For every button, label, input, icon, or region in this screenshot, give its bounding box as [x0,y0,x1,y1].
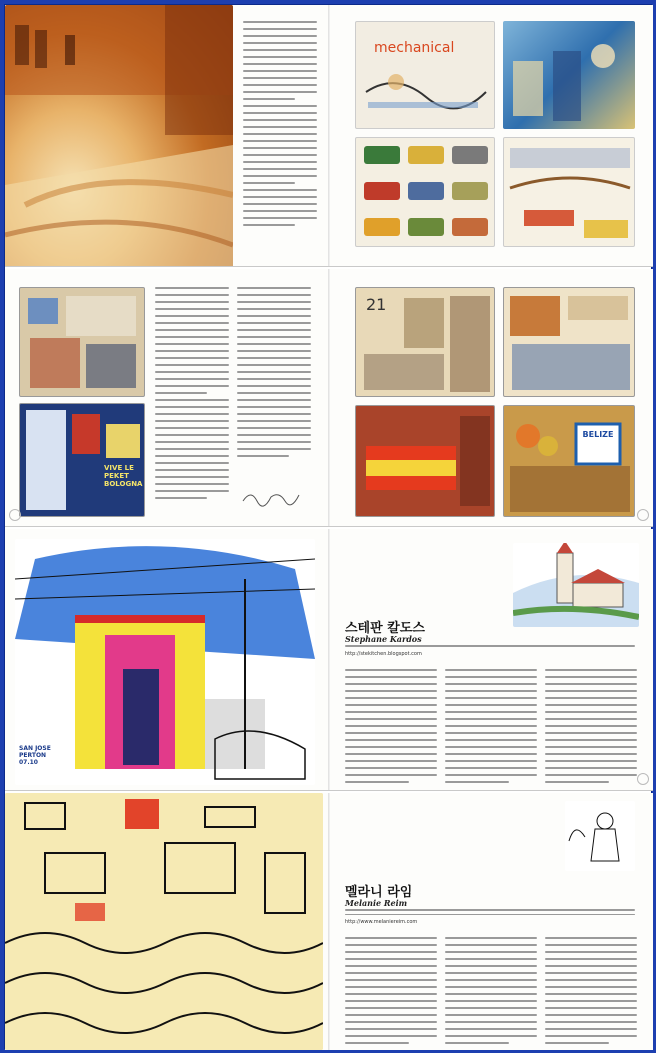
belize-sign-text: BELIZE [582,430,614,439]
bologna-text: VIVE LE PEKET BOLOGNA [104,464,143,488]
watercolor-street-scene [5,5,233,267]
minibus-catalogue-sketch [355,137,495,247]
page-gutter [328,793,330,1050]
collage-journal-top [19,287,145,397]
spread-1 [5,5,653,267]
page-number-mark [9,509,21,521]
page-gutter [328,5,330,266]
page-number-mark [637,773,649,785]
artist-bio [345,645,635,650]
collage-journal-bologna [19,403,145,517]
san-jose-building-sketch [15,539,315,785]
article-text-column [345,937,437,1049]
artist-name-english: Stephane Kardos [345,634,422,644]
artist-url: http://www.melaniereim.com [345,919,418,925]
page-gutter [328,269,330,526]
article-text-column [445,937,537,1049]
artist-name-korean: 멜라니 라임 [345,885,413,900]
article-text-column [243,21,317,231]
crowded-street-ink-sketch [5,793,323,1050]
sketch-signature: SAN JOSE PERTON 07.10 [19,745,51,766]
street-scene-art [5,5,233,267]
bus-interior-sketch [503,21,635,129]
train-bridge-sketch [503,137,635,247]
spread-2 [5,269,653,527]
mechanical-notebook-sketch [355,21,495,129]
spread-4 [5,793,653,1050]
article-text-column [345,669,437,788]
journal-page-october [503,287,635,397]
café-people-sketch [565,801,635,871]
artist-name-korean: 스테판 칼도스 [345,621,425,636]
journal-page-21 [355,287,495,397]
page-gutter [328,529,330,790]
svg-text:21: 21 [366,295,387,314]
article-text-column [545,937,637,1049]
page-number-mark [637,509,649,521]
spread-3 [5,529,653,791]
belize-market-collage [503,405,635,517]
article-text-column [445,669,537,788]
church-watercolor-sketch [513,543,639,627]
article-text-column [545,669,637,788]
article-text-column [237,287,311,462]
article-text-column [155,287,229,504]
signature-scribble [241,487,301,511]
spanish-flag-collage [355,405,495,517]
artist-bio [345,909,635,918]
artist-url: http://stekitchen.blogspot.com [345,651,422,657]
handwritten-title: mechanical [374,40,455,56]
artist-name-english: Melanie Reim [345,898,408,908]
magazine-frame [4,4,652,1049]
